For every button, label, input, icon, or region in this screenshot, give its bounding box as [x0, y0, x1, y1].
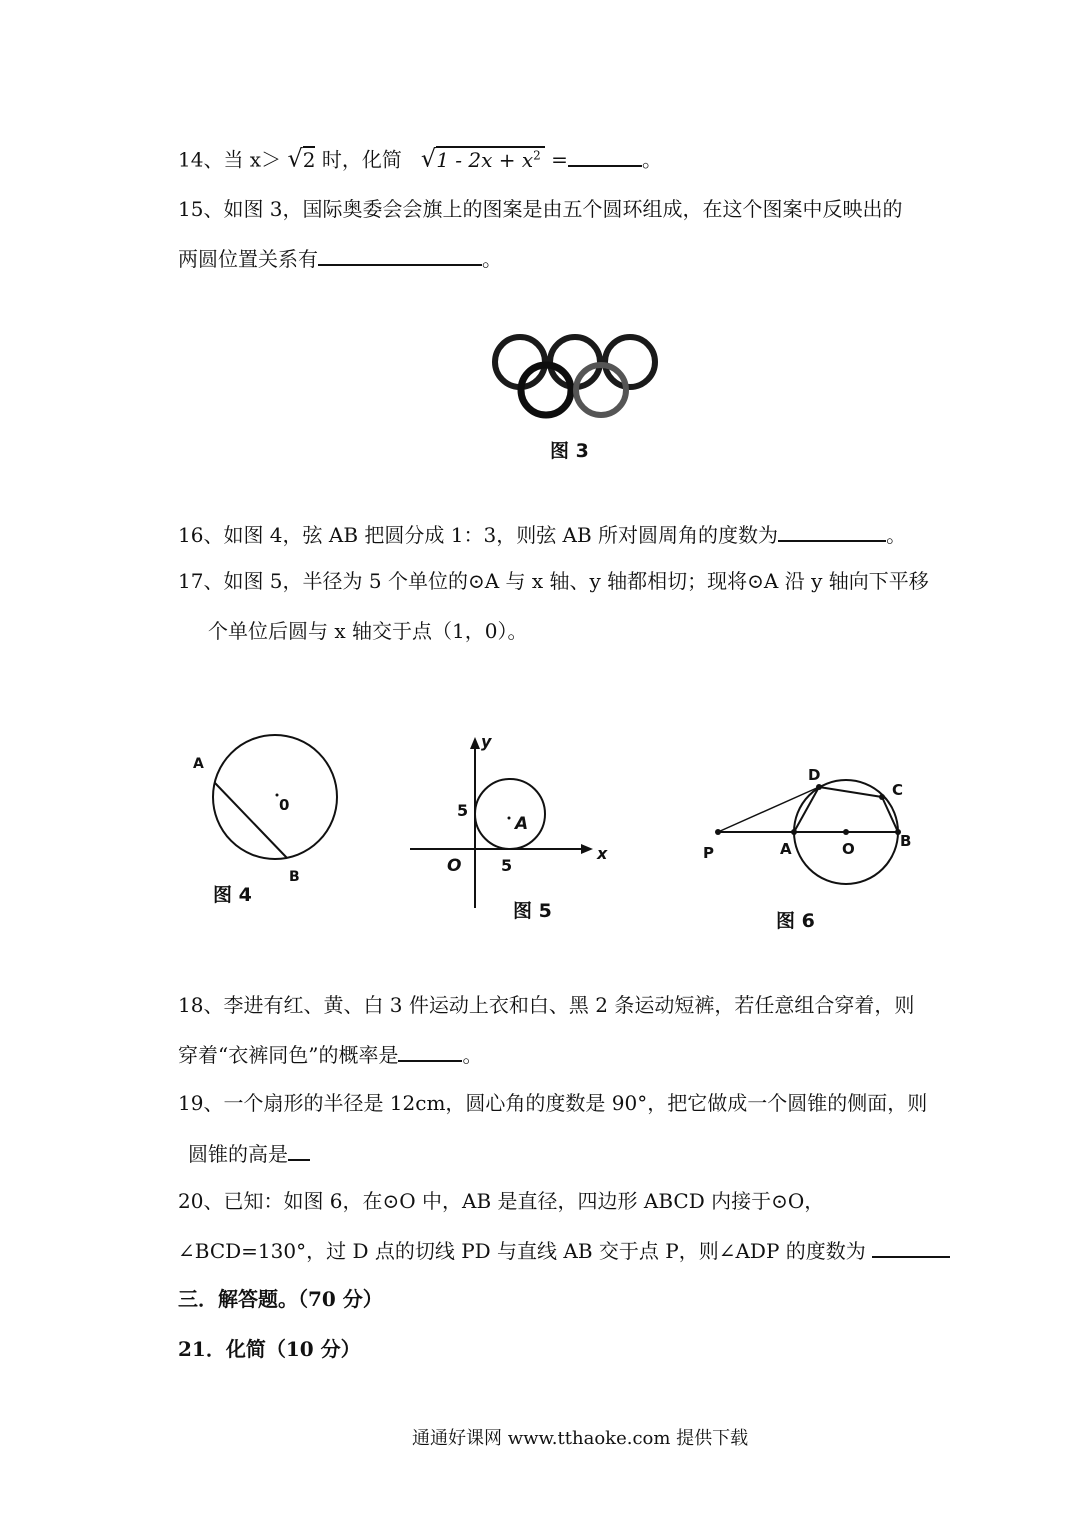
figure-6-caption: 图 6	[776, 910, 815, 932]
figure-4	[185, 725, 355, 905]
q15-text: 两圆位置关系有	[178, 247, 318, 271]
fig4-label-o: 0	[279, 796, 290, 814]
fig6-tangent-pd	[718, 787, 819, 832]
fig5-label-a: A	[515, 814, 529, 834]
q18-text: 穿着“衣裤同色”的概率是	[178, 1043, 399, 1067]
answer-blank-20[interactable]	[872, 1236, 950, 1258]
figure-6	[698, 760, 928, 900]
question-15-line-2	[178, 244, 502, 272]
question-17-line-2: 个单位后圆与 x 轴交于点（1，0）。	[208, 619, 528, 643]
fig6-label-a: A	[780, 840, 792, 858]
ring-top-middle	[550, 337, 600, 387]
sqrt-symbol-2: √	[420, 144, 437, 173]
answer-blank-15[interactable]	[318, 244, 482, 266]
footer-credit: 通通好课网 www.tthaoke.com 提供下载	[412, 1428, 749, 1449]
fig5-center-dot	[508, 817, 511, 820]
ring-top-right	[605, 337, 655, 387]
q18-end: 。	[462, 1043, 483, 1067]
fig5-label-y: y	[481, 732, 492, 751]
question-19-line-2	[188, 1139, 310, 1167]
fig5-label-5-x: 5	[501, 856, 513, 875]
question-15-line-1: 15、如图 3，国际奥委会会旗上的图案是由五个圆环组成，在这个图案中反映出的	[178, 197, 903, 221]
fig6-point-a	[791, 829, 797, 835]
q14-expr: 1 - 2x + x	[436, 147, 534, 172]
fig5-label-5-y: 5	[457, 801, 469, 820]
q16-end: 。	[886, 523, 907, 547]
ring-bottom-left	[521, 365, 571, 415]
fig6-side-dc	[819, 787, 882, 797]
figure-3-olympic-rings	[480, 330, 680, 430]
q16-text: 16、如图 4，弦 AB 把圆分成 1：3，则弦 AB 所对圆周角的度数为	[178, 523, 779, 547]
q14-equals: =	[551, 147, 568, 172]
fig4-label-a: A	[193, 756, 204, 772]
fig6-label-c: C	[892, 781, 904, 799]
q20-text: ∠BCD=130°，过 D 点的切线 PD 与直线 AB 交于点 P，则∠ADP 的度数为	[178, 1239, 866, 1263]
q14-prefix: 14、当 x＞	[178, 147, 282, 172]
q14-mid: 时，化简	[321, 147, 402, 172]
q14-sqrt-arg: 2	[302, 147, 316, 172]
answer-blank-16[interactable]	[778, 520, 886, 542]
sqrt-symbol: √	[287, 144, 303, 173]
question-19-line-1: 19、一个扇形的半径是 12cm，圆心角的度数是 90°，把它做成一个圆锥的侧面，则	[178, 1091, 928, 1115]
q19-text: 圆锥的高是	[188, 1142, 288, 1166]
figure-4-caption: 图 4	[213, 884, 252, 906]
answer-blank-14[interactable]	[568, 145, 642, 167]
q14-end: 。	[641, 147, 662, 172]
ring-bottom-right	[576, 365, 626, 415]
q15-end: 。	[482, 247, 502, 271]
section-3-heading: 三．解答题。（70 分）	[178, 1287, 383, 1311]
fig6-label-d: D	[808, 766, 821, 784]
fig6-side-ad	[794, 787, 819, 832]
question-14	[178, 142, 662, 173]
fig6-point-o	[843, 829, 849, 835]
fig5-x-arrow	[581, 844, 593, 854]
answer-blank-18[interactable]	[398, 1040, 462, 1062]
question-20-line-2	[178, 1236, 950, 1264]
fig6-point-d	[816, 784, 822, 790]
question-16	[178, 520, 906, 548]
fig4-label-b: B	[289, 869, 300, 885]
figure-5-caption: 图 5	[513, 900, 552, 922]
fig6-label-p: P	[703, 844, 714, 862]
fig6-label-o: O	[842, 840, 855, 858]
fig6-point-p	[715, 829, 721, 835]
fig5-circle-a	[475, 779, 545, 849]
fig6-label-b: B	[900, 832, 912, 850]
question-20-line-1: 20、已知：如图 6，在⊙O 中，AB 是直径，四边形 ABCD 内接于⊙O，	[178, 1189, 825, 1213]
figure-5	[405, 725, 620, 915]
fig4-circle	[213, 735, 337, 859]
fig6-point-c	[879, 794, 885, 800]
fig5-label-o: O	[447, 856, 462, 876]
question-21-heading: 21．化简（10 分）	[178, 1337, 361, 1361]
q14-exponent: 2	[533, 148, 541, 162]
question-18-line-2	[178, 1040, 482, 1068]
fig5-label-x: x	[597, 844, 608, 863]
question-18-line-1: 18、李进有红、黄、白 3 件运动上衣和白、黑 2 条运动短裤，若任意组合穿着，则	[178, 993, 915, 1017]
fig5-y-arrow	[470, 737, 480, 749]
answer-blank-19[interactable]	[288, 1139, 310, 1161]
q14-radicand	[436, 146, 545, 172]
question-17-line-1: 17、如图 5，半径为 5 个单位的⊙A 与 x 轴、y 轴都相切；现将⊙A 沿 y 轴向下平移	[178, 569, 929, 593]
figure-3-caption: 图 3	[550, 440, 589, 462]
